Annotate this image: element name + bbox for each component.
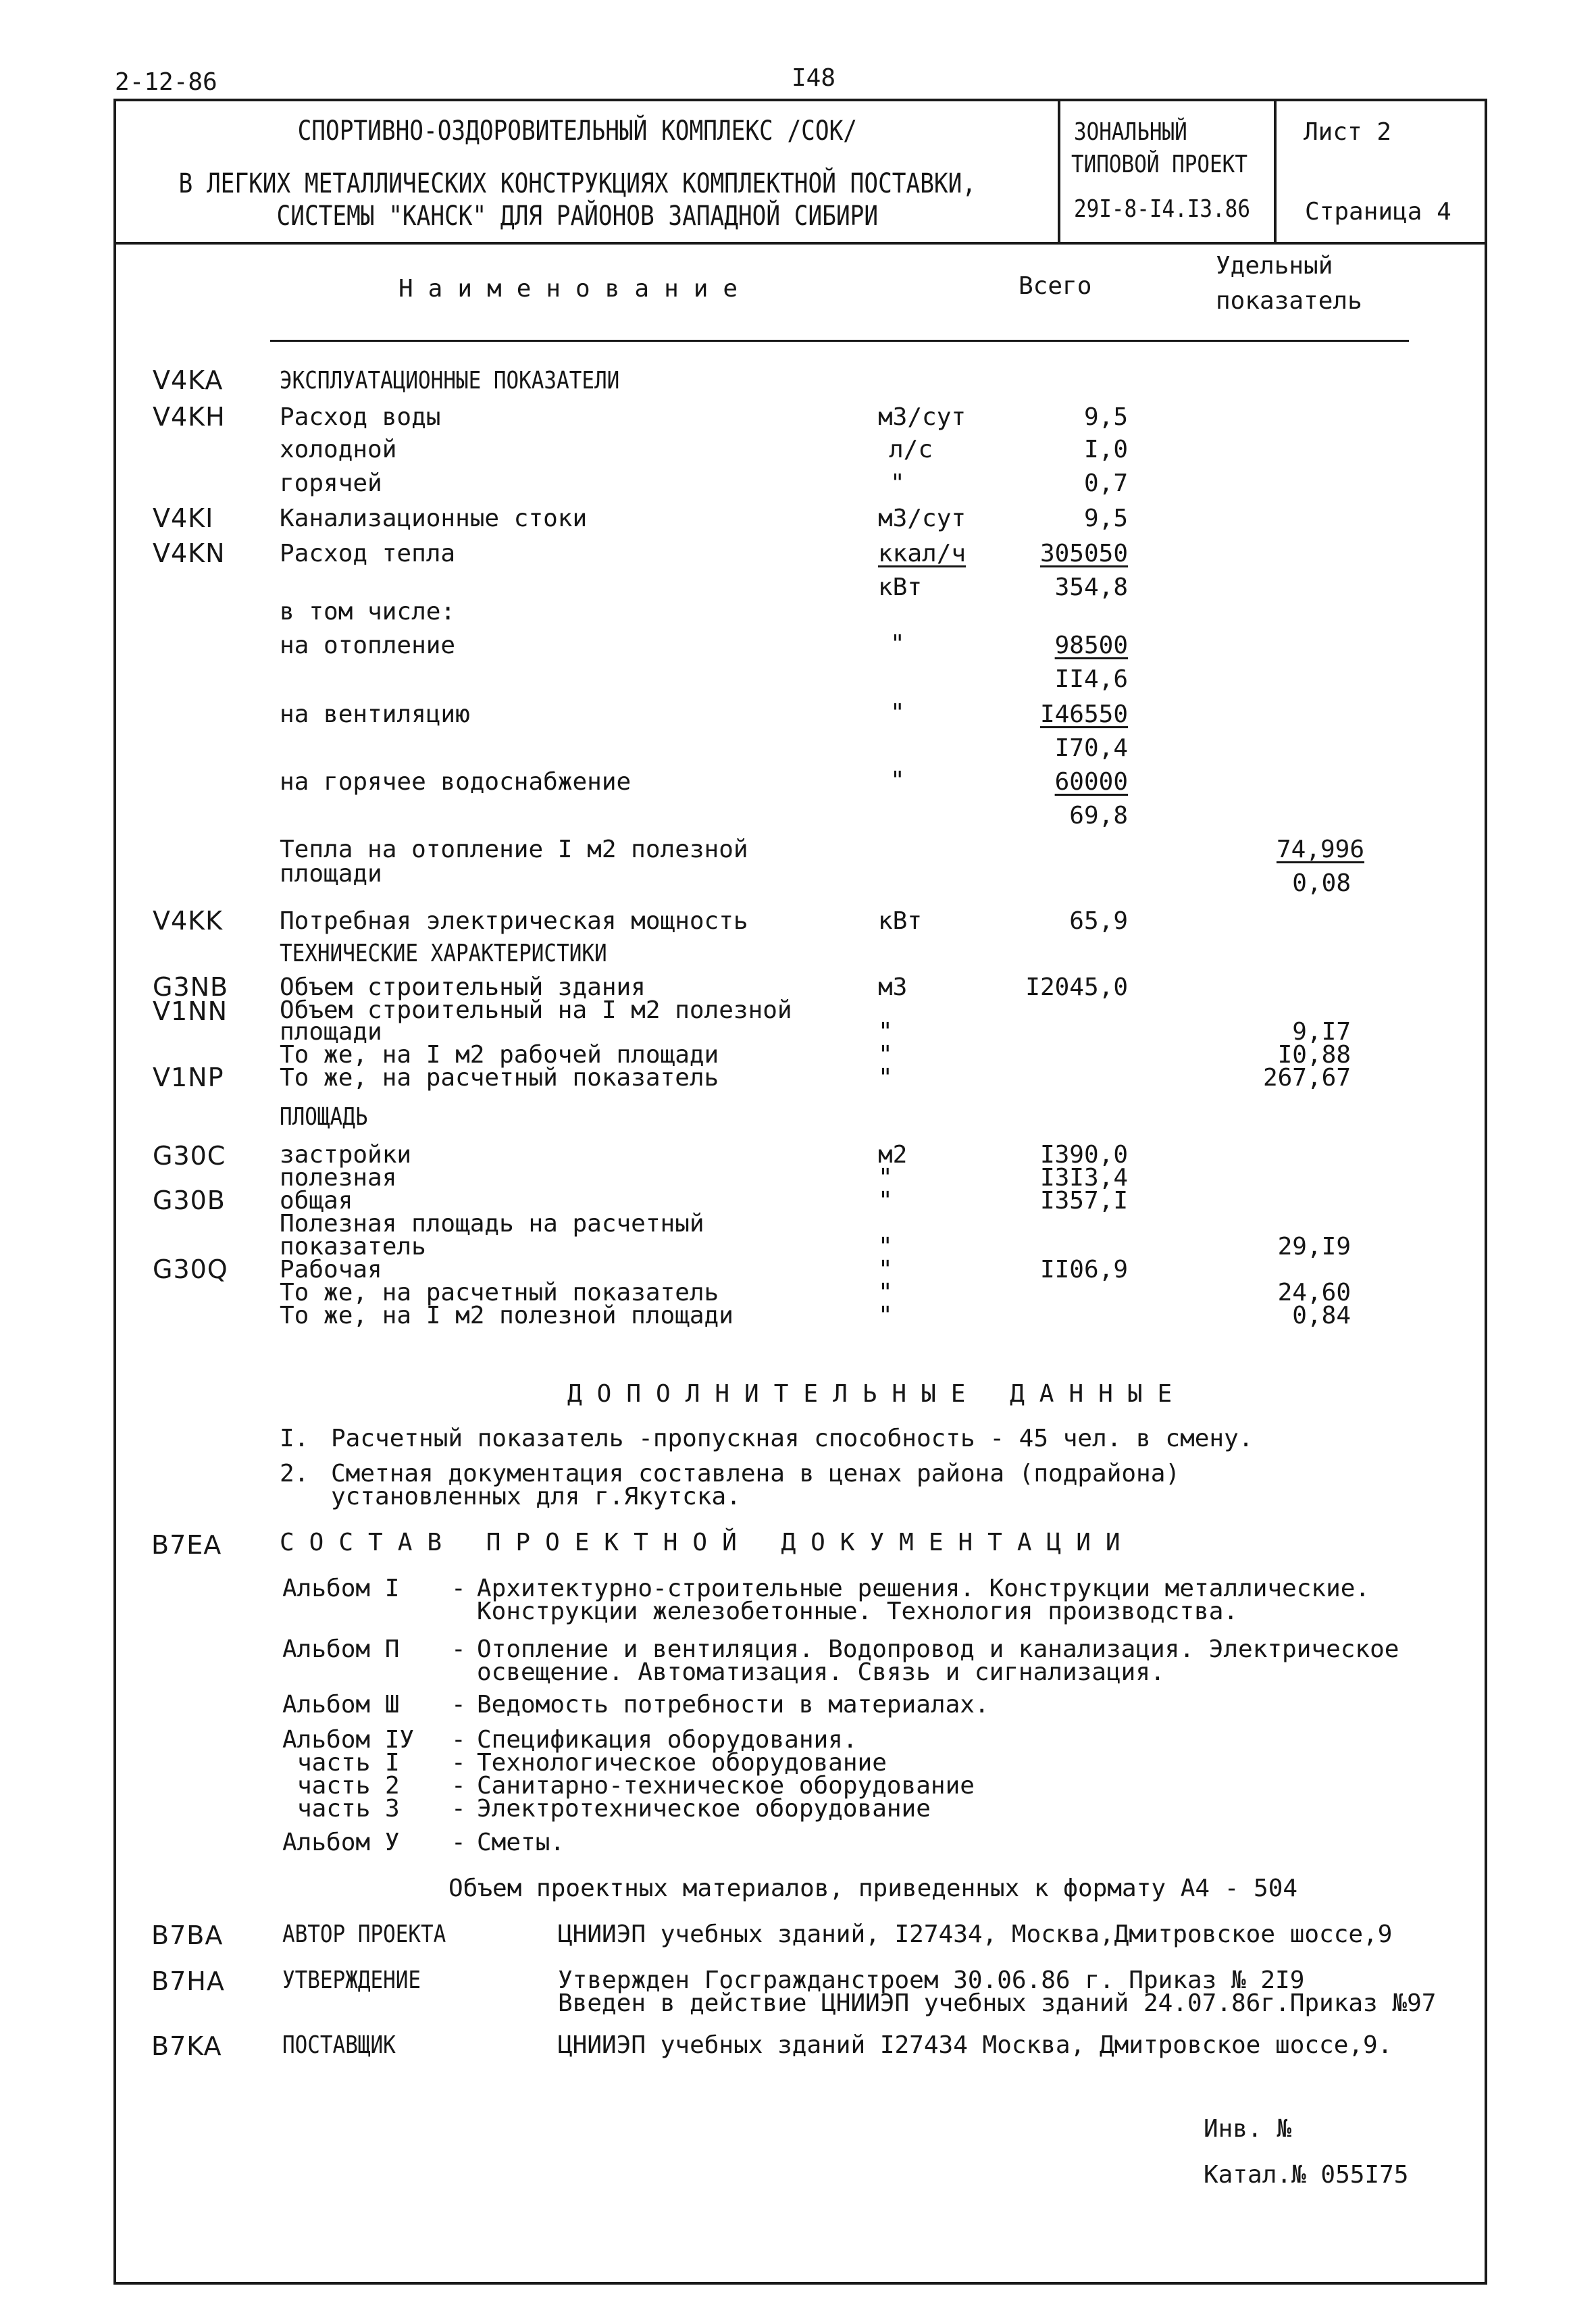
header-title-line: СПОРТИВНО-ОЗДОРОВИТЕЛЬНЫЙ КОМПЛЕКС /СОК/ [297,116,858,147]
info-label: АВТОР ПРОЕКТА [282,1921,446,1948]
header-divider-1 [1058,99,1060,245]
album-label: часть 3 [297,1795,400,1823]
album-dash: - [451,1772,466,1800]
info-code: B7HA [151,1966,225,1996]
row-total: 305050 [1039,540,1128,567]
album-text: Технологическое оборудование [477,1749,887,1777]
album-text: Конструкции железобетонные. Технология производства. [477,1598,1239,1625]
section-heading: ТЕХНИЧЕСКИЕ ХАРАКТЕРИСТИКИ [280,940,607,967]
row-code: V1NP [153,1063,224,1092]
row-name: площади [280,860,382,888]
row-total: I70,4 [1054,734,1128,762]
row-total: I3I3,4 [1039,1164,1128,1192]
row-total: 98500 [1054,632,1128,659]
album-dash: - [451,1795,466,1823]
row-name: Тепла на отопление I м2 полезной [280,836,748,863]
row-name: на горячее водоснабжение [280,768,632,796]
row-code: G3NB [153,972,229,1002]
row-name: То же, на расчетный показатель [280,1064,719,1092]
album-label: часть I [297,1749,400,1777]
column-header-specific-1: Удельный [1216,252,1333,280]
album-text: Спецификация оборудования. [477,1726,858,1754]
row-total: II06,9 [1039,1256,1128,1283]
album-label: Альбом П [282,1635,400,1663]
row-name: в том числе: [280,598,456,626]
row-code: G30Q [153,1254,228,1284]
row-name: площади [280,1018,382,1046]
additional-item-number: 2. [280,1460,309,1488]
row-name: То же, на I м2 рабочей площади [280,1041,719,1069]
row-name: на вентиляцию [280,701,470,728]
row-name: То же, на расчетный показатель [280,1279,719,1306]
row-total: 354,8 [1054,574,1128,601]
row-code: V1NN [153,996,228,1026]
row-total: I357,I [1039,1187,1128,1215]
composition-code: B7EA [151,1530,222,1560]
row-unit: " [878,1302,893,1329]
catalog-number: Катал.№ 055I75 [1204,2161,1409,2189]
row-name: Объем строительный на I м2 полезной [280,996,792,1024]
album-dash: - [451,1726,466,1754]
info-code: B7KA [151,2031,222,2061]
row-name: Объем строительный здания [280,973,646,1001]
album-label: часть 2 [297,1772,400,1800]
additional-item-text: установленных для г.Якутска. [331,1483,741,1510]
row-unit: кВт [878,907,923,935]
row-name: Полезная площадь на расчетный [280,1210,704,1238]
row-name: застройки [280,1141,412,1169]
info-text: Введен в действие ЦНИИЭП учебных зданий 24.07.86г.Приказ №97 [558,1989,1437,2017]
row-unit: " [878,1187,893,1215]
header-divider-2 [1274,99,1277,245]
row-unit: " [890,767,905,794]
composition-title: СОСТАВ ПРОЕКТНОЙ ДОКУМЕНТАЦИИ [280,1529,1135,1556]
album-text: Санитарно-техническое оборудование [477,1772,975,1800]
row-name: Расход воды [280,403,441,431]
row-total: I390,0 [1039,1141,1128,1169]
row-total: 9,5 [1083,505,1128,532]
row-name: Канализационные стоки [280,505,588,532]
row-name: полезная [280,1164,397,1192]
project-number: 29I-8-I4.I3.86 [1074,195,1250,223]
header-title-line: СИСТЕМЫ "КАНСК" ДЛЯ РАЙОНОВ ЗАПАДНОЙ СИБИРИ [276,201,879,232]
row-specific: 74,996 [1276,836,1364,863]
row-unit: л/с [889,436,933,463]
row-unit: м3/сут [878,505,967,532]
album-dash: - [451,1691,466,1719]
row-name: Потребная электрическая мощность [280,907,748,935]
header-title-line: В ЛЕГКИХ МЕТАЛЛИЧЕСКИХ КОНСТРУКЦИЯХ КОМПЛЕКТНОЙ ПОСТАВКИ, [178,168,977,199]
info-code: B7BA [151,1921,224,1950]
row-unit: " [878,1164,893,1192]
row-name: горячей [280,469,382,497]
column-header-total: Всего [1019,272,1092,300]
row-total: 60000 [1054,768,1128,796]
section-heading: ПЛОЩАДЬ [280,1103,368,1131]
row-unit: " [878,1233,893,1261]
row-total: 69,8 [1069,802,1128,830]
album-dash: - [451,1749,466,1777]
row-unit: м2 [878,1141,908,1169]
info-label: ПОСТАВЩИК [282,2031,396,2059]
sheet-label: Лист 2 [1304,118,1392,146]
additional-title: ДОПОЛНИТЕЛЬНЫЕ ДАННЫЕ [567,1380,1187,1408]
row-unit: " [878,1041,893,1069]
header-bottom-rule [113,242,1485,245]
column-header-rule [270,340,1409,342]
column-header-name: Наименование [398,275,753,303]
row-total: 0,7 [1083,469,1128,497]
row-name: Расход тепла [280,540,456,567]
row-name: на отопление [280,632,456,659]
row-unit: " [878,1018,893,1046]
info-text: ЦНИИЭП учебных зданий, I27434, Москва,Дмитровское шоссе,9 [558,1921,1393,1948]
row-name: Рабочая [280,1256,382,1283]
row-specific: 267,67 [1262,1064,1351,1092]
album-text: освещение. Автоматизация. Связь и сигнализация. [477,1658,1165,1686]
row-unit: " [878,1064,893,1092]
row-code: G30C [153,1141,226,1171]
album-label: Альбом I [282,1575,400,1602]
row-unit: " [878,1256,893,1283]
additional-item-text: Сметная документация составлена в ценах района (подрайона) [331,1460,1181,1488]
row-specific: 29,I9 [1277,1233,1351,1261]
project-type-line: ТИПОВОЙ ПРОЕКТ [1071,151,1247,178]
album-text: Ведомость потребности в материалах. [477,1691,989,1719]
column-header-specific-2: показатель [1216,287,1362,315]
album-text: Архитектурно-строительные решения. Конструкции металлические. [477,1575,1370,1602]
row-unit: " [890,699,905,727]
album-dash: - [451,1635,466,1663]
page-label: Страница 4 [1305,198,1451,226]
row-code: V4KH [153,402,226,432]
section-heading: ЭКСПЛУАТАЦИОННЫЕ ПОКАЗАТЕЛИ [280,367,620,395]
album-text: Отопление и вентиляция. Водопровод и канализация. Электрическое [477,1635,1399,1663]
album-dash: - [451,1575,466,1602]
row-code: V4KN [153,538,226,568]
additional-item-text: Расчетный показатель -пропускная способность - 45 чел. в смену. [331,1425,1254,1452]
row-unit: " [878,1279,893,1306]
page-number: I48 [792,64,836,92]
row-unit: " [890,630,905,658]
row-specific: I0,88 [1277,1041,1351,1069]
inventory-number: Инв. № [1204,2115,1292,2143]
row-unit: кВт [878,574,923,601]
row-total: 65,9 [1069,907,1128,935]
row-unit: " [890,469,905,497]
project-type-line: ЗОНАЛЬНЫЙ [1074,118,1187,146]
date-stamp: 2-12-86 [115,68,217,96]
row-specific: 9,I7 [1292,1018,1351,1046]
row-specific: 0,84 [1292,1302,1351,1329]
album-text: Сметы. [477,1829,565,1856]
row-code: V4KI [153,503,214,533]
row-name: показатель [280,1233,426,1261]
row-code: V4KK [153,906,224,936]
album-dash: - [451,1829,466,1856]
album-text: Электротехническое оборудование [477,1795,931,1823]
album-label: Альбом IУ [282,1726,415,1754]
album-label: Альбом Ш [282,1691,400,1719]
volume-note: Объем проектных материалов, приведенных к формату А4 - 504 [448,1875,1298,1902]
row-name: общая [280,1187,353,1215]
row-total: I,0 [1083,436,1128,463]
info-text: ЦНИИЭП учебных зданий I27434 Москва, Дмитровское шоссе,9. [558,2031,1393,2059]
info-text: Утвержден Госгражданстроем 30.06.86 г. Приказ № 2I9 [558,1966,1305,1994]
row-name: То же, на I м2 полезной площади [280,1302,733,1329]
row-name: холодной [280,436,397,463]
row-total: 9,5 [1083,403,1128,431]
row-unit: м3 [878,973,908,1001]
row-total: I46550 [1039,701,1128,728]
album-label: Альбом У [282,1829,400,1856]
row-code: V4KA [153,365,224,395]
row-specific: 24,60 [1277,1279,1351,1306]
row-total: I2045,0 [1025,973,1128,1001]
row-unit: м3/сут [878,403,967,431]
row-total: II4,6 [1054,665,1128,693]
row-code: G30B [153,1186,226,1215]
info-label: УТВЕРЖДЕНИЕ [282,1966,421,1994]
additional-item-number: I. [280,1425,309,1452]
row-specific: 0,08 [1292,869,1351,897]
row-unit: ккал/ч [878,540,967,567]
